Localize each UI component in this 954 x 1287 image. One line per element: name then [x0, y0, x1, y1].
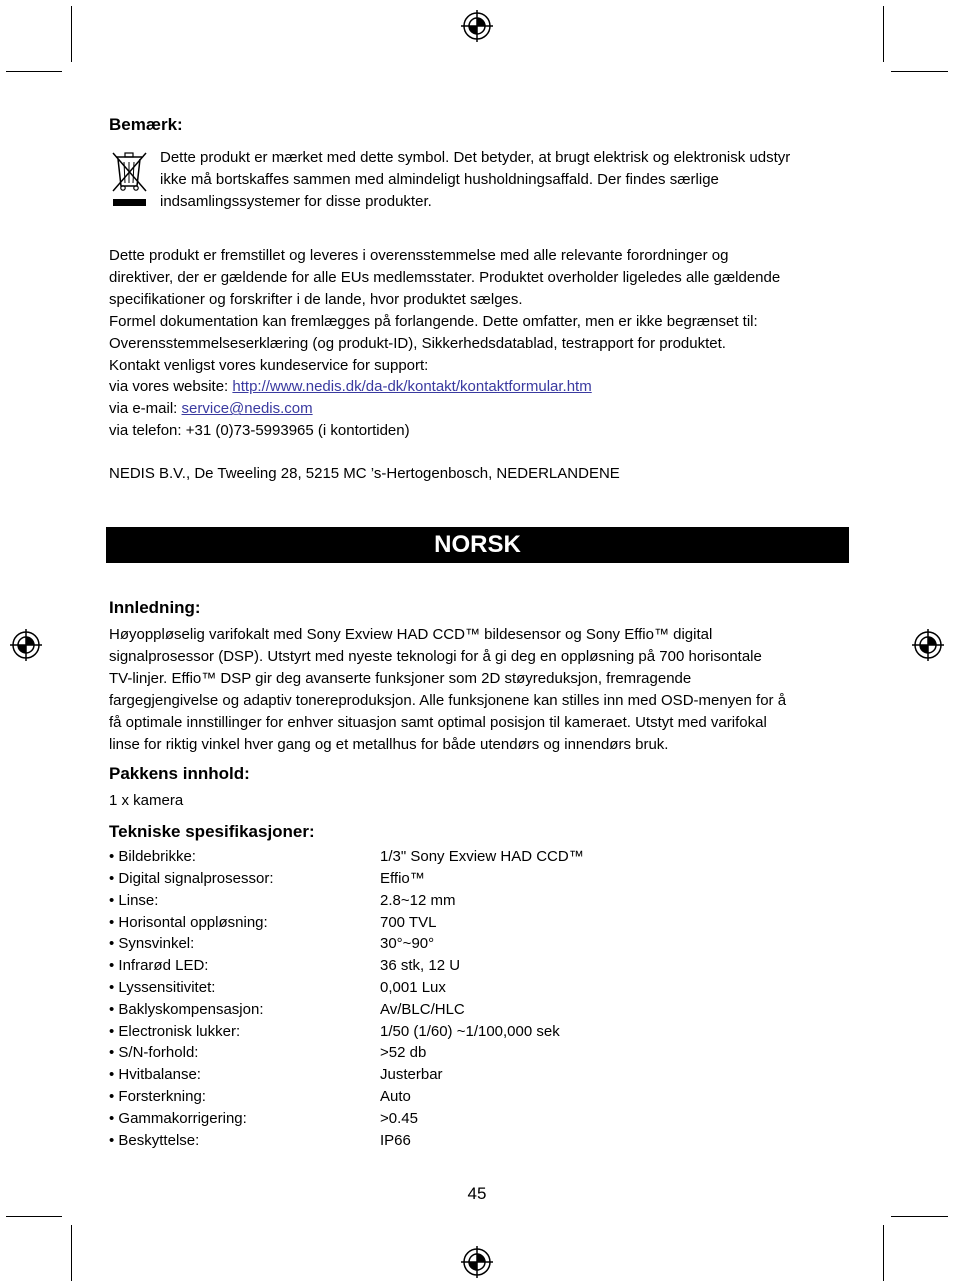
- spec-label: • Horisontal oppløsning:: [109, 914, 268, 931]
- company-address: NEDIS B.V., De Tweeling 28, 5215 MC ’s-Hertogenbosch, NEDERLANDENE: [109, 465, 620, 482]
- compliance-line: specifikationer og forskrifter i de lande, hvor produktet sælges.: [109, 290, 523, 308]
- spec-label: • Linse:: [109, 892, 159, 909]
- spec-label: • S/N-forhold:: [109, 1044, 199, 1061]
- spec-value: 2.8~12 mm: [380, 892, 456, 909]
- spec-value: IP66: [380, 1132, 411, 1149]
- registration-mark-icon: [10, 629, 42, 661]
- spec-value: Effio™: [380, 870, 425, 887]
- note-heading: Bemærk:: [109, 115, 183, 134]
- spec-label: • Lyssensitivitet:: [109, 979, 216, 996]
- spec-row: [109, 1042, 809, 1064]
- spec-value: 700 TVL: [380, 914, 437, 931]
- spec-label: • Synsvinkel:: [109, 935, 195, 952]
- language-banner: NORSK: [106, 527, 849, 563]
- intro-line: Høyoppløselig varifokalt med Sony Exview HAD CCD™ bildesensor og Sony Effio™ digital: [109, 626, 713, 643]
- website-link[interactable]: http://www.nedis.dk/da-dk/kontakt/kontaktformular.htm: [232, 378, 592, 396]
- compliance-line: direktiver, der er gældende for alle EUs medlemsstater. Produktet overholder ligeledes alle gældende: [109, 268, 781, 286]
- spec-row: [109, 977, 809, 999]
- registration-mark-icon: [461, 10, 493, 42]
- spec-value: 36 stk, 12 U: [380, 957, 461, 974]
- intro-line: TV-linjer. Effio™ DSP gir deg avanserte funksjoner som 2D støyreduksjon, fremragende: [109, 669, 692, 687]
- spec-label: • Beskyttelse:: [109, 1132, 200, 1149]
- spec-value: 1/3" Sony Exview HAD CCD™: [380, 848, 584, 865]
- intro-line: fargegjengivelse og adaptiv tonereproduksjon. Alle funksjonene kan stilles inn med OSD-menyen for å: [109, 691, 787, 709]
- spec-row: [109, 955, 809, 977]
- crop-mark: [71, 6, 72, 62]
- spec-value: >0.45: [380, 1110, 418, 1127]
- spec-label: • Electronisk lukker:: [109, 1023, 241, 1040]
- crop-mark: [883, 1225, 884, 1281]
- spec-row: [109, 890, 809, 912]
- compliance-line: Dette produkt er fremstillet og leveres i overensstemmelse med alle relevante forordninger og: [109, 247, 729, 264]
- specs-heading: Tekniske spesifikasjoner:: [109, 822, 315, 841]
- weee-line: indsamlingssystemer for disse produkter.: [160, 192, 432, 210]
- package-content: 1 x kamera: [109, 792, 184, 809]
- spec-value: Justerbar: [380, 1066, 443, 1083]
- spec-value: 30°~90°: [380, 935, 435, 952]
- intro-text: [109, 624, 869, 755]
- spec-row: [109, 1130, 809, 1152]
- crop-mark: [891, 1216, 948, 1217]
- weee-line: Dette produkt er mærket med dette symbol. Det betyder, at brugt elektrisk og elektronisk udstyr: [160, 149, 791, 166]
- spec-row: [109, 868, 809, 890]
- compliance-text: [109, 245, 869, 442]
- phone-line: via telefon: +31 (0)73-5993965 (i kontortiden): [109, 422, 410, 440]
- spec-row: [109, 999, 809, 1021]
- spec-label: • Digital signalprosessor:: [109, 870, 274, 887]
- spec-label: • Baklyskompensasjon:: [109, 1001, 264, 1018]
- spec-value: Auto: [380, 1088, 411, 1105]
- package-heading: Pakkens innhold:: [109, 764, 250, 783]
- spec-row: [109, 1064, 809, 1086]
- spec-row: [109, 912, 809, 934]
- spec-value: 1/50 (1/60) ~1/100,000 sek: [380, 1023, 560, 1040]
- spec-label: • Gammakorrigering:: [109, 1110, 247, 1127]
- crop-mark: [891, 71, 948, 72]
- spec-row: [109, 1108, 809, 1130]
- spec-value: 0,001 Lux: [380, 979, 446, 996]
- compliance-line: Kontakt venligst vores kundeservice for support:: [109, 356, 429, 374]
- compliance-line: Formel dokumentation kan fremlægges på forlangende. Dette omfatter, men er ikke begrænset til:: [109, 312, 758, 330]
- page-number: 45: [467, 1184, 487, 1203]
- spec-label: • Forsterkning:: [109, 1088, 206, 1105]
- intro-line: få optimale innstillinger for enhver situasjon samt optimal posisjon til kameraet. Utstyt med varifokal: [109, 713, 767, 731]
- spec-label: • Infrarød LED:: [109, 957, 209, 974]
- spec-label: • Hvitbalanse:: [109, 1066, 201, 1083]
- intro-line: linse for riktig vinkel hver gang og et metallhus for både utendørs og innendørs bruk.: [109, 735, 669, 753]
- intro-heading: Innledning:: [109, 598, 201, 617]
- spec-value: Av/BLC/HLC: [380, 1001, 465, 1018]
- spec-label: • Bildebrikke:: [109, 848, 196, 865]
- crossed-out-wheelie-bin-icon: [110, 150, 150, 210]
- email-prefix: via e-mail:: [109, 400, 182, 418]
- registration-mark-icon: [912, 629, 944, 661]
- crop-mark: [883, 6, 884, 62]
- spec-value: >52 db: [380, 1044, 427, 1061]
- weee-line: ikke må bortskaffes sammen med almindeligt husholdningsaffald. Der findes særlige: [160, 170, 719, 188]
- spec-row: [109, 846, 809, 868]
- spec-row: [109, 933, 809, 955]
- crop-mark: [6, 1216, 62, 1217]
- email-link[interactable]: service@nedis.com: [181, 400, 313, 418]
- weee-text: [160, 147, 860, 213]
- website-line: [109, 376, 869, 398]
- compliance-line: Overensstemmelseserklæring (og produkt-ID), Sikkerhedsdatablad, testrapport for produktet.: [109, 334, 726, 352]
- registration-mark-icon: [461, 1246, 493, 1278]
- spec-row: [109, 1086, 809, 1108]
- email-line: [109, 398, 869, 420]
- crop-mark: [6, 71, 62, 72]
- crop-mark: [71, 1225, 72, 1281]
- intro-line: signalprosessor (DSP). Utstyrt med nyeste teknologi for å gi deg en oppløsning på 700 horisontale: [109, 647, 762, 665]
- website-prefix: via vores website:: [109, 378, 233, 396]
- spec-row: [109, 1021, 809, 1043]
